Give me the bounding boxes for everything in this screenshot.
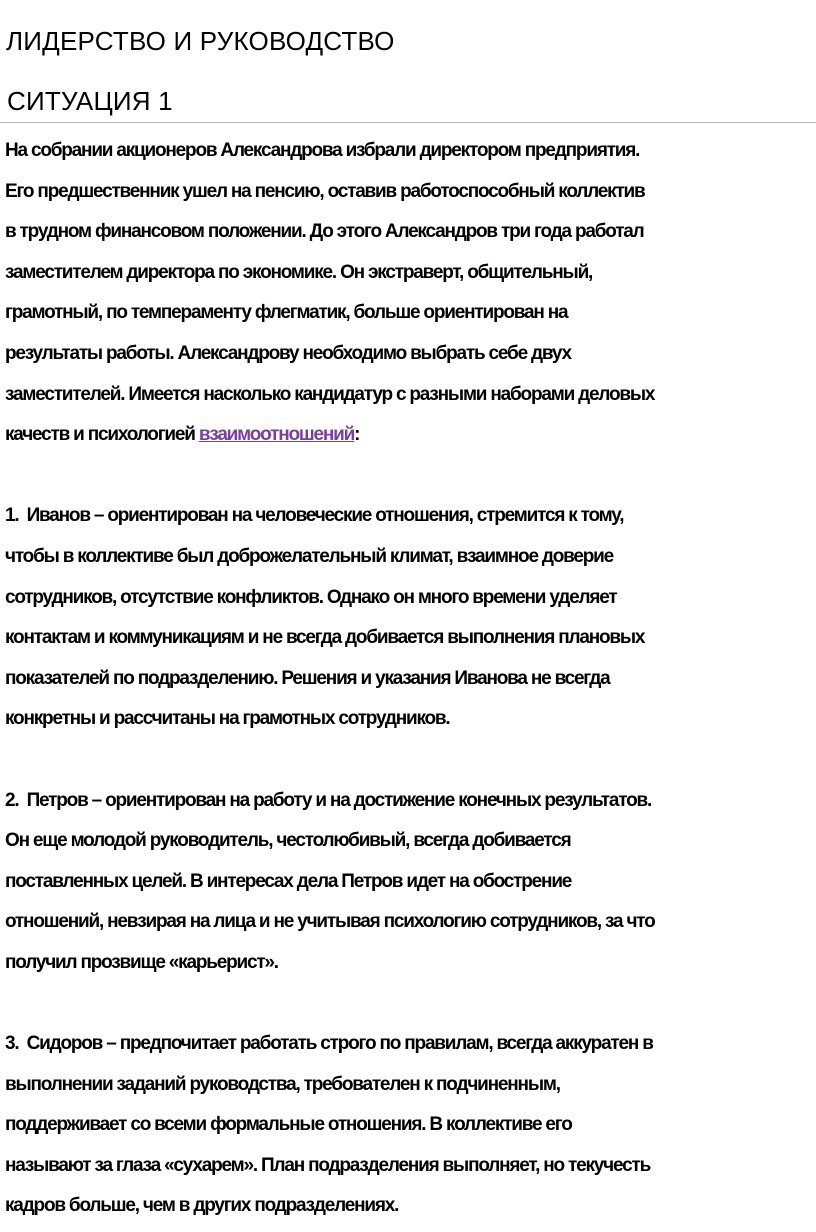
candidate-line: контактам и коммуникациям и не всегда добивается выполнения плановых <box>5 627 645 649</box>
intro-line: заместителей. Имеется насколько кандидатур с разными наборами деловых <box>5 383 655 405</box>
candidate-line: 1. Иванов – ориентирован на человеческие отношения, стремится к тому, <box>5 505 624 527</box>
candidate-line: отношений, невзирая на лица и не учитывая психологию сотрудников, за что <box>5 911 655 933</box>
intro-last-line-suffix: : <box>354 424 360 446</box>
document-title: ЛИДЕРСТВО И РУКОВОДСТВО <box>6 26 395 56</box>
intro-line: Его предшественник ушел на пенсию, оставив работоспособный коллектив <box>5 180 645 202</box>
intro-line: На собрании акционеров Александрова избрали директором предприятия. <box>5 140 640 161</box>
candidate-line: получил прозвище «карьерист». <box>5 951 278 973</box>
candidate-line: поставленных целей. В интересах дела Петров идет на обострение <box>5 870 572 892</box>
candidate-ivanov <box>5 496 816 740</box>
candidate-line: чтобы в коллективе был доброжелательный климат, взаимное доверие <box>5 545 614 567</box>
document-body <box>5 131 816 1227</box>
candidate-line: кадров больше, чем в других подразделениях. <box>5 1195 399 1217</box>
relationships-link[interactable]: взаимоотношений <box>198 424 355 446</box>
paragraph-spacer <box>5 983 816 1024</box>
intro-line: результаты работы. Александрову необходимо выбрать себе двух <box>5 342 571 364</box>
intro-line: заместителем директора по экономике. Он экстраверт, общительный, <box>5 261 593 283</box>
candidate-petrov <box>5 781 816 984</box>
intro-line: грамотный, по темпераменту флегматик, больше ориентирован на <box>5 302 568 324</box>
heading-divider <box>0 122 816 123</box>
candidate-line: сотрудников, отсутствие конфликтов. Однако он много времени уделяет <box>5 586 617 608</box>
intro-last-line-prefix: качеств и психологией <box>5 424 199 446</box>
candidate-line: поддерживает со всеми формальные отношения. В коллективе его <box>5 1114 572 1136</box>
candidate-line: показателей по подразделению. Решения и указания Иванова не всегда <box>5 667 610 689</box>
candidate-line: называют за глаза «сухарем». План подразделения выполняет, но текучесть <box>5 1154 651 1176</box>
candidate-sidorov <box>5 1024 816 1227</box>
candidate-line: 3. Сидоров – предпочитает работать строго по правилам, всегда аккуратен в <box>5 1033 653 1055</box>
paragraph-spacer <box>5 740 816 781</box>
intro-paragraph <box>5 131 816 456</box>
situation-heading: СИТУАЦИЯ 1 <box>7 86 173 116</box>
intro-line: в трудном финансовом положении. До этого Александров три года работал <box>5 221 644 243</box>
candidate-line: 2. Петров – ориентирован на работу и на достижение конечных результатов. <box>5 789 652 811</box>
paragraph-spacer <box>5 456 816 497</box>
intro-last-line <box>5 415 816 456</box>
candidate-line: Он еще молодой руководитель, честолюбивый, всегда добивается <box>5 830 571 852</box>
candidate-line: выполнении заданий руководства, требователен к подчиненным, <box>5 1073 560 1095</box>
candidate-line: конкретны и рассчитаны на грамотных сотрудников. <box>5 708 450 730</box>
